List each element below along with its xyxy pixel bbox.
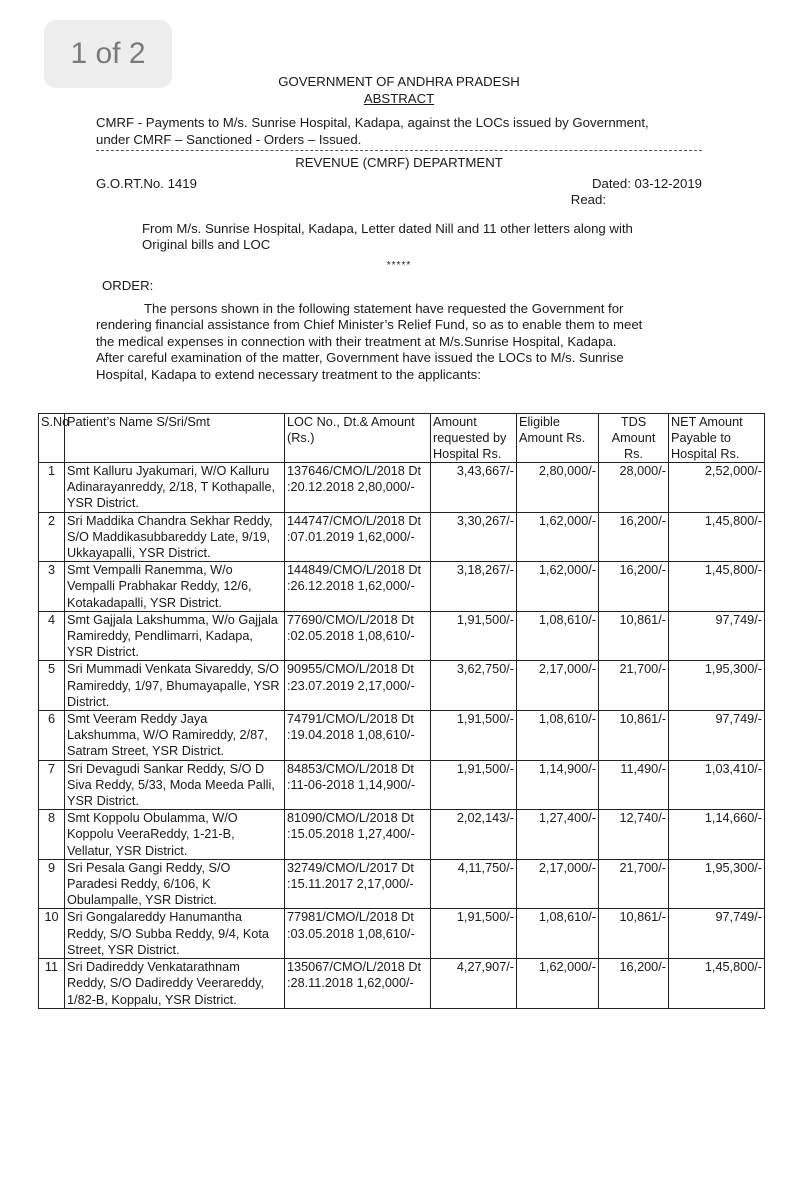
table-body	[39, 463, 765, 1009]
cell-amount-requested: 2,02,143/-	[431, 810, 517, 860]
cell-tds-amount: 16,200/-	[599, 562, 669, 612]
cell-sno: 10	[39, 909, 65, 959]
cell-patient-name: Sri Mummadi Venkata Sivareddy, S/O Ramireddy, 1/97, Bhumayapalle, YSR District.	[65, 661, 285, 711]
table-row	[39, 512, 765, 562]
cell-loc: 32749/CMO/L/2017 Dt :15.11.2017 2,17,000/-	[285, 859, 431, 909]
go-number: G.O.RT.No. 1419	[96, 175, 197, 191]
go-number-row	[96, 176, 702, 193]
cell-sno: 5	[39, 661, 65, 711]
separator-stars: *****	[386, 259, 412, 271]
separator-line	[96, 150, 702, 151]
cell-patient-name: Sri Dadireddy Venkatarathnam Reddy, S/O Dadireddy Veerareddy, 1/82-B, Koppalu, YSR District.	[65, 959, 285, 1009]
cell-patient-name: Smt Vempalli Ranemma, W/o Vempalli Prabhakar Reddy, 12/6, Kotakadapalli, YSR District.	[65, 562, 285, 612]
read-label: Read:	[570, 192, 606, 207]
department-title: REVENUE (CMRF) DEPARTMENT	[295, 155, 503, 170]
cell-patient-name: Sri Maddika Chandra Sekhar Reddy, S/O Maddikasubbareddy Late, 9/19, Ukkayapalli, YSR District.	[65, 512, 285, 562]
cell-patient-name: Smt Gajjala Lakshumma, W/o Gajjala Ramireddy, Pendlimarri, Kadapa, YSR District.	[65, 611, 285, 661]
cell-net-amount: 2,52,000/-	[669, 463, 765, 513]
cell-tds-amount: 10,861/-	[599, 611, 669, 661]
cell-amount-requested: 3,43,667/-	[431, 463, 517, 513]
cell-eligible-amount: 2,17,000/-	[517, 859, 599, 909]
cell-sno: 7	[39, 760, 65, 810]
cell-eligible-amount: 1,62,000/-	[517, 959, 599, 1009]
order-paragraph	[96, 301, 702, 384]
table-row	[39, 611, 765, 661]
cell-net-amount: 97,749/-	[669, 711, 765, 761]
cell-loc: 77981/CMO/L/2018 Dt :03.05.2018 1,08,610/-	[285, 909, 431, 959]
cell-amount-requested: 3,18,267/-	[431, 562, 517, 612]
cell-loc: 90955/CMO/L/2018 Dt :23.07.2019 2,17,000/-	[285, 661, 431, 711]
cell-loc: 144747/CMO/L/2018 Dt :07.01.2019 1,62,000/-	[285, 512, 431, 562]
table-row	[39, 661, 765, 711]
cell-eligible-amount: 1,08,610/-	[517, 611, 599, 661]
order-line-2: rendering financial assistance from Chief Minister’s Relief Fund, so as to enable them to meet	[96, 317, 643, 332]
cell-amount-requested: 4,27,907/-	[431, 959, 517, 1009]
cell-loc: 137646/CMO/L/2018 Dt :20.12.2018 2,80,000/-	[285, 463, 431, 513]
page-indicator: 1 of 2	[44, 20, 172, 88]
cell-sno: 11	[39, 959, 65, 1009]
header-net-amount: NET Amount Payable to Hospital Rs.	[669, 414, 765, 463]
cell-eligible-amount: 1,27,400/-	[517, 810, 599, 860]
cell-loc: 144849/CMO/L/2018 Dt :26.12.2018 1,62,000/-	[285, 562, 431, 612]
reference-line-1: From M/s. Sunrise Hospital, Kadapa, Letter dated Nill and 11 other letters along with	[142, 220, 633, 236]
cell-net-amount: 1,03,410/-	[669, 760, 765, 810]
reference-block	[96, 221, 702, 254]
cell-net-amount: 1,45,800/-	[669, 562, 765, 612]
cell-patient-name: Sri Gongalareddy Hanumantha Reddy, S/O Subba Reddy, 9/4, Kota Street, YSR District.	[65, 909, 285, 959]
header-patient-name: Patient’s Name S/Sri/Smt	[65, 414, 285, 463]
order-line-4: After careful examination of the matter, Government have issued the LOCs to M/s. Sunrise	[96, 350, 624, 365]
header-loc: LOC No., Dt.& Amount (Rs.)	[285, 414, 431, 463]
cell-sno: 3	[39, 562, 65, 612]
cell-net-amount: 1,45,800/-	[669, 512, 765, 562]
table-row	[39, 859, 765, 909]
header-sno: S.No	[39, 414, 65, 463]
cell-eligible-amount: 1,08,610/-	[517, 909, 599, 959]
table-row	[39, 909, 765, 959]
cell-patient-name: Sri Devagudi Sankar Reddy, S/O D Siva Reddy, 5/33, Moda Meeda Palli, YSR District.	[65, 760, 285, 810]
cell-sno: 2	[39, 512, 65, 562]
cell-amount-requested: 1,91,500/-	[431, 909, 517, 959]
cell-tds-amount: 21,700/-	[599, 859, 669, 909]
order-line-3: the medical expenses in connection with their treatment at M/s.Sunrise Hospital, Kadapa.	[96, 333, 617, 349]
table-row	[39, 711, 765, 761]
table-header-row	[39, 414, 765, 463]
subject-line-1: CMRF - Payments to M/s. Sunrise Hospital, Kadapa, against the LOCs issued by Government,	[96, 115, 649, 130]
cell-eligible-amount: 2,80,000/-	[517, 463, 599, 513]
cell-amount-requested: 3,30,267/-	[431, 512, 517, 562]
header-amount-requested: Amount requested by Hospital Rs.	[431, 414, 517, 463]
cell-amount-requested: 1,91,500/-	[431, 711, 517, 761]
cell-loc: 135067/CMO/L/2018 Dt :28.11.2018 1,62,000/-	[285, 959, 431, 1009]
document-header	[96, 74, 702, 383]
cell-amount-requested: 1,91,500/-	[431, 611, 517, 661]
cell-patient-name: Sri Pesala Gangi Reddy, S/O Paradesi Reddy, 6/106, K Obulampalle, YSR District.	[65, 859, 285, 909]
order-line-5: Hospital, Kadapa to extend necessary treatment to the applicants:	[96, 366, 481, 382]
cell-amount-requested: 4,11,750/-	[431, 859, 517, 909]
cell-net-amount: 1,95,300/-	[669, 661, 765, 711]
government-title: GOVERNMENT OF ANDHRA PRADESH	[278, 74, 520, 89]
cell-loc: 81090/CMO/L/2018 Dt :15.05.2018 1,27,400/-	[285, 810, 431, 860]
cell-tds-amount: 16,200/-	[599, 512, 669, 562]
cell-sno: 9	[39, 859, 65, 909]
abstract-title: ABSTRACT	[363, 90, 435, 106]
cell-amount-requested: 1,91,500/-	[431, 760, 517, 810]
cell-sno: 1	[39, 463, 65, 513]
cell-loc: 77690/CMO/L/2018 Dt :02.05.2018 1,08,610/-	[285, 611, 431, 661]
subject-line-2: under CMRF – Sanctioned - Orders – Issued.	[96, 131, 362, 147]
cell-eligible-amount: 1,62,000/-	[517, 562, 599, 612]
cell-loc: 74791/CMO/L/2018 Dt :19.04.2018 1,08,610/-	[285, 711, 431, 761]
table-row	[39, 959, 765, 1009]
table-row	[39, 810, 765, 860]
cell-loc: 84853/CMO/L/2018 Dt :11-06-2018 1,14,900/-	[285, 760, 431, 810]
cell-sno: 8	[39, 810, 65, 860]
cell-net-amount: 97,749/-	[669, 611, 765, 661]
cell-patient-name: Smt Veeram Reddy Jaya Lakshumma, W/O Ramireddy, 2/87, Satram Street, YSR District.	[65, 711, 285, 761]
cell-patient-name: Smt Kalluru Jyakumari, W/O Kalluru Adinarayanreddy, 2/18, T Kothapalle, YSR District.	[65, 463, 285, 513]
cell-tds-amount: 11,490/-	[599, 760, 669, 810]
cell-net-amount: 1,14,660/-	[669, 810, 765, 860]
cell-amount-requested: 3,62,750/-	[431, 661, 517, 711]
cell-tds-amount: 16,200/-	[599, 959, 669, 1009]
cell-tds-amount: 21,700/-	[599, 661, 669, 711]
header-tds-amount: TDS Amount Rs.	[599, 414, 669, 463]
cell-tds-amount: 28,000/-	[599, 463, 669, 513]
dated-value: Dated: 03-12-2019	[592, 175, 702, 191]
order-line-1: The persons shown in the following statement have requested the Government for	[144, 300, 624, 316]
loc-payments-table	[38, 413, 765, 1009]
cell-sno: 6	[39, 711, 65, 761]
table-row	[39, 463, 765, 513]
order-label: ORDER:	[102, 278, 154, 293]
cell-patient-name: Smt Koppolu Obulamma, W/O Koppolu VeeraReddy, 1-21-B, Vellatur, YSR District.	[65, 810, 285, 860]
cell-net-amount: 1,45,800/-	[669, 959, 765, 1009]
reference-line-2: Original bills and LOC	[142, 237, 271, 252]
cell-tds-amount: 10,861/-	[599, 711, 669, 761]
cell-net-amount: 97,749/-	[669, 909, 765, 959]
table-row	[39, 760, 765, 810]
cell-eligible-amount: 1,08,610/-	[517, 711, 599, 761]
cell-eligible-amount: 2,17,000/-	[517, 661, 599, 711]
cell-net-amount: 1,95,300/-	[669, 859, 765, 909]
cell-sno: 4	[39, 611, 65, 661]
cell-tds-amount: 12,740/-	[599, 810, 669, 860]
cell-eligible-amount: 1,62,000/-	[517, 512, 599, 562]
cell-tds-amount: 10,861/-	[599, 909, 669, 959]
table-row	[39, 562, 765, 612]
header-eligible-amount: Eligible Amount Rs.	[517, 414, 599, 463]
cell-eligible-amount: 1,14,900/-	[517, 760, 599, 810]
